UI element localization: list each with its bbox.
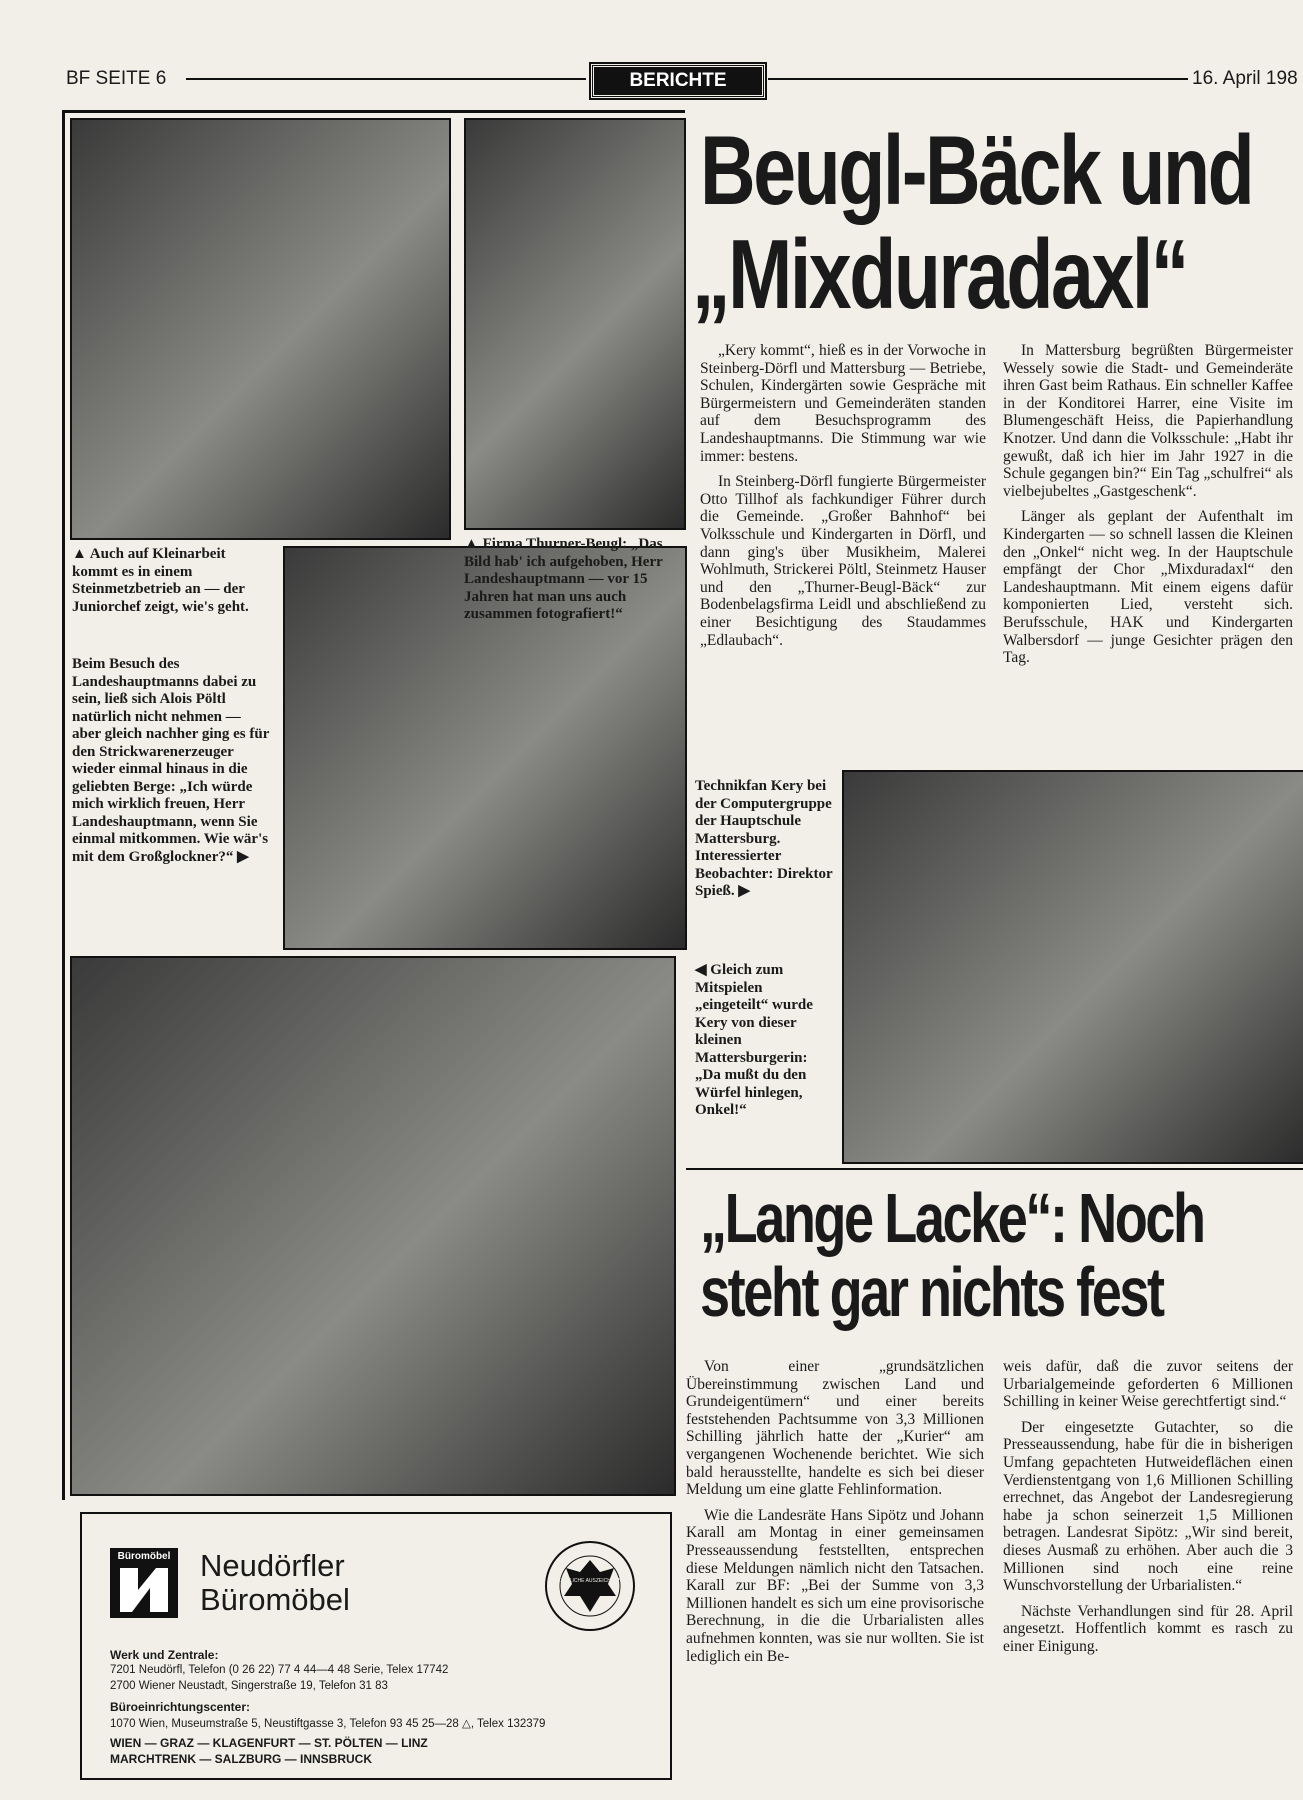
article2-col1-p1: Von einer „grundsätzlichen Übereinstimmung zwischen Land und Grundeigentümern“ und einer bereits feststehenden Pachtsumme von 3,3 Millionen Schilling jährlich hatte der „Kurier“ am vergangenen Wochenende berichtet. Wie sich bald herausstellte, handelte es sich bei dieser Meldung um eine glatte Fehlinformation. [686,1358,984,1499]
article1-col2-p1: In Mattersburg begrüßten Bürgermeister Wessely sowie die Stadt- und Gemeinderäte ihren Gast beim Rathaus. Ein schneller Kaffee in der Konditorei Harrer, eine Visite im Blumengeschäft Heiss, die Papierhandlung Knotzer. Und dann die Volksschule: „Habt ihr gewußt, daß ich hier im Jahr 1927 in die Schule gegangen bin?“ Ein Tag „schulfrei“ als vielbejubeltes „Gastgeschenk“. [1003,342,1293,500]
article2-column2 [1003,1358,1293,1664]
seal-text: STAATLICHE AUSZEICHNUNG [554,1578,626,1584]
article2-col2-p3: Nächste Verhandlungen sind für 28. April angesetzt. Hoffentlich kommt es rasch zu einer Einigung. [1003,1602,1293,1655]
article1-col2-p2: Länger als geplant der Aufenthalt im Kindergarten — so schnell lassen die Kleinen den „Onkel“ nicht weg. In der Hauptschule empfängt der Chor „Mixduradaxl“ den Landeshauptmann. Mit einem eigens dafür komponierten Lied, versteht sich. Berufsschule, HAK und Kindergarten Walbersdorf — junge Gesichter prägen den Tag. [1003,508,1293,667]
caption-thurner [464,536,682,634]
ad-cities-line2: MARCHTRENK — SALZBURG — INNSBRUCK [110,1752,372,1766]
article2-headline-line2: steht gar nichts fest [700,1252,1163,1331]
article2-top-rule [686,1168,1303,1170]
article2-column1 [686,1358,984,1673]
article1-col1-p2: In Steinberg-Dörfl fungierte Bürgermeister Otto Tillhof als fachkundiger Führer durch die Gemeinde. „Großer Bahnhof“ bei Volksschule und Kindergarten in Dörfl, und dann ging's über Musikheim, Malerei Wohlmuth, Strickerei Pöltl, Steinmetz Hauser und den „Thurner-Beugl-Bäck“ zur Bodenbelagsfirma Leidl und abschließend zu einer Besichtigung des Staudammes „Edlaubach“. [700,473,986,649]
eagle-seal-icon [542,1538,638,1634]
ad-brand-line2: Büromöbel [200,1582,350,1617]
article1-headline-line1: Beugl-Bäck und [700,114,1253,226]
article1-column1 [700,342,986,657]
article2-headline-line1: „Lange Lacke“: Noch [700,1178,1204,1257]
article2-col2-p1: weis dafür, daß die zuvor seitens der Urbarialgemeinde geforderten 6 Millionen Schilling in keiner Weise gerechtfertigt sind.“ [1003,1358,1293,1411]
photo-computer-group [842,770,1303,1164]
advertisement-box [80,1512,672,1780]
ad-brand-line1: Neudörfler [200,1548,345,1583]
caption-poeltl-text: Beim Besuch des Landeshauptmanns dabei zu sein, ließ sich Alois Pöltl natürlich nicht nehmen — aber gleich nachher ging es für den Strickwarenerzeuger wieder einmal hinaus in die geliebten Berge: „Ich würde mich wirklich freuen, Herr Landeshauptmann, wenn Sie einmal mitkommen. Wie wär's mit dem Großglockner?“ ▶ [72,656,270,865]
ad-hq-line2: 2700 Wiener Neustadt, Singerstraße 19, Telefon 31 83 [110,1680,388,1692]
ad-hq-label: Werk und Zentrale: [110,1648,219,1662]
article2-col1-p2: Wie die Landesräte Hans Sipötz und Johann Karall am Montag in einer gemeinsamen Presseaussendung feststellten, entsprechen diese Meldungen nämlich nicht den Tatsachen. Karall zur BF: „Bei der Summe von 3,3 Millionen handelt es sich um eine provisorische Berechnung, in die die Urbarialisten alles aufnehmen konnten, was sie nur wollten. Sie ist lediglich ein Be- [686,1506,984,1665]
ad-center-label: Büroeinrichtungscenter: [110,1700,251,1714]
article1-col1-p1: „Kery kommt“, hieß es in der Vorwoche in Steinberg-Dörfl und Mattersburg — Betriebe, Schulen, Kindergärten sowie Gespräche mit Bürgermeistern und Gemeinderäten standen auf dem Besuchsprogramm des Landeshauptmanns. Die Stimmung war wie immer: bestens. [700,342,986,465]
ad-logo-text: Büromöbel [117,1551,171,1562]
ad-cities-line1: WIEN — GRAZ — KLAGENFURT — ST. PÖLTEN — LINZ [110,1736,428,1750]
ad-hq-line1: 7201 Neudörfl, Telefon (0 26 22) 77 4 44—4 48 Serie, Telex 17742 [110,1664,449,1676]
caption-computer-text: Technikfan Kery bei der Computergruppe der Hauptschule Mattersburg. Interessierter Beobachter: Direktor Spieß. ▶ [695,778,833,899]
article1-column2 [1003,342,1293,675]
frame-top [62,110,685,113]
photo-steinmetz [70,118,451,540]
seal-icon [542,1538,638,1634]
issue-date: 16. April 198 [1192,68,1298,89]
caption-computer [695,778,833,911]
section-label: BERICHTE [591,64,765,98]
caption-thurner-text: ▲ Firma Thurner-Beugl: „Das Bild hab' ich aufgehoben, Herr Landeshauptmann — vor 15 Jahren hat man uns auch zusammen fotografiert!“ [464,536,663,622]
article2-col2-p2: Der eingesetzte Gutachter, so die Presseaussendung, habe für die in bisherigen Umfang gepachteten Hutweideflächen einen Verdienstentgang von 1,6 Millionen Schilling errechnet, das Angebot der Landesregierung habe ja schon seinerzeit 1,5 Millionen betragen. Landesrat Sipötz: „Wir sind bereit, dieses Ausmaß zu erhöhen. Aber auch die 3 Millionen sind noch eine reine Wunschvorstellung der Urbarialisten.“ [1003,1418,1293,1595]
header-rule-left [186,78,586,80]
caption-wuerfel-text: ◀ Gleich zum Mitspielen „eingeteilt“ wurde Kery von dieser kleinen Mattersburgerin: „Da mußt du den Würfel hinlegen, Onkel!“ [695,962,813,1118]
frame-left [62,110,65,1500]
n-logo-icon [110,1564,178,1616]
caption-wuerfel [695,962,833,1130]
ad-logo [110,1548,178,1618]
caption-steinmetz [72,546,272,626]
photo-thurner-beugl [464,118,686,530]
ad-center-line: 1070 Wien, Museumstraße 5, Neustiftgasse 3, Telefon 93 45 25—28 △, Telex 132379 [110,1718,546,1730]
caption-poeltl [72,656,272,876]
photo-kery-child [70,956,676,1496]
header-rule-right [768,78,1188,80]
caption-steinmetz-text: ▲ Auch auf Kleinarbeit kommt es in einem Steinmetzbetrieb an — der Juniorchef zeigt, wie's geht. [72,546,249,615]
page-folio: BF SEITE 6 [66,68,167,89]
article1-headline-line2: „Mixduradaxl“ [692,218,1187,330]
